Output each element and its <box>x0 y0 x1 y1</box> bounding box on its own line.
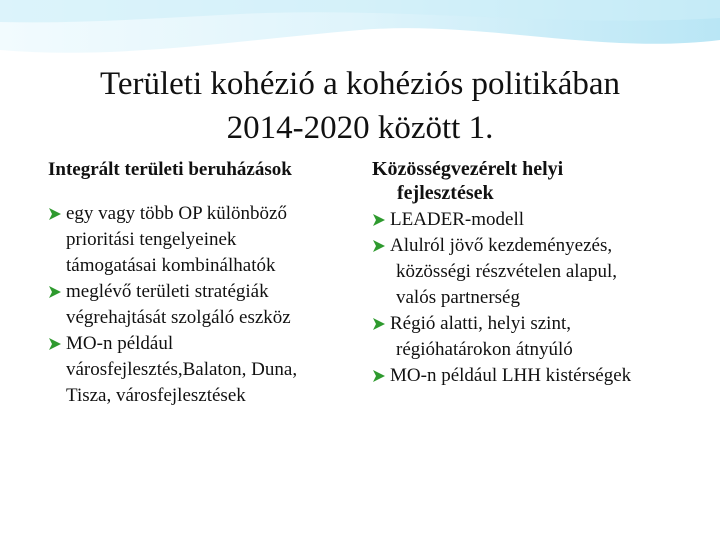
bullet-line: Régió alatti, helyi szint, <box>390 313 571 334</box>
bullet-line: Tisza, városfejlesztések <box>66 385 246 406</box>
bullet-line: prioritási tengelyeinek <box>66 229 237 250</box>
right-column-heading-line-2: fejlesztések <box>397 182 494 204</box>
bullet-line: LEADER-modell <box>390 209 525 230</box>
arrow-bullet-icon <box>48 337 62 351</box>
arrow-bullet-icon <box>48 285 62 299</box>
list-item <box>372 363 717 389</box>
list-item <box>48 201 368 279</box>
bullet-line: közösségi részvételen alapul, <box>396 261 618 282</box>
bullet-line: MO-n például LHH kistérségek <box>390 365 632 386</box>
bullet-line: valós partnerség <box>396 287 520 308</box>
bullet-line: egy vagy több OP különböző <box>66 203 287 224</box>
arrow-bullet-icon <box>372 369 386 383</box>
arrow-bullet-icon <box>372 239 386 253</box>
right-column-heading-line-1: Közösségvezérelt helyi <box>372 158 564 180</box>
right-column <box>372 157 717 389</box>
arrow-bullet-icon <box>372 213 386 227</box>
list-item <box>372 207 717 233</box>
left-bullet-list <box>48 201 368 409</box>
bullet-line: régióhatárokon átnyúló <box>396 339 573 360</box>
left-column <box>48 157 368 409</box>
list-item <box>372 311 717 363</box>
arrow-bullet-icon <box>48 207 62 221</box>
list-item <box>48 279 368 331</box>
slide-title <box>0 62 720 150</box>
bullet-line: meglévő területi stratégiák <box>66 281 269 302</box>
right-bullet-list <box>372 207 717 389</box>
list-item <box>48 331 368 409</box>
bullet-line: városfejlesztés,Balaton, Duna, <box>66 359 298 380</box>
arrow-bullet-icon <box>372 317 386 331</box>
left-column-heading: Integrált területi beruházások <box>48 159 292 180</box>
bullet-line: MO-n például <box>66 333 174 354</box>
right-column-heading <box>372 157 717 205</box>
bullet-line: támogatásai kombinálhatók <box>66 255 276 276</box>
slide-title-line-1: Területi kohézió a kohéziós politikában <box>99 66 621 102</box>
bullet-line: végrehajtását szolgáló eszköz <box>66 307 291 328</box>
list-item <box>372 233 717 311</box>
bullet-line: Alulról jövő kezdeményezés, <box>390 235 613 256</box>
slide-title-line-2: 2014-2020 között 1. <box>226 110 494 146</box>
